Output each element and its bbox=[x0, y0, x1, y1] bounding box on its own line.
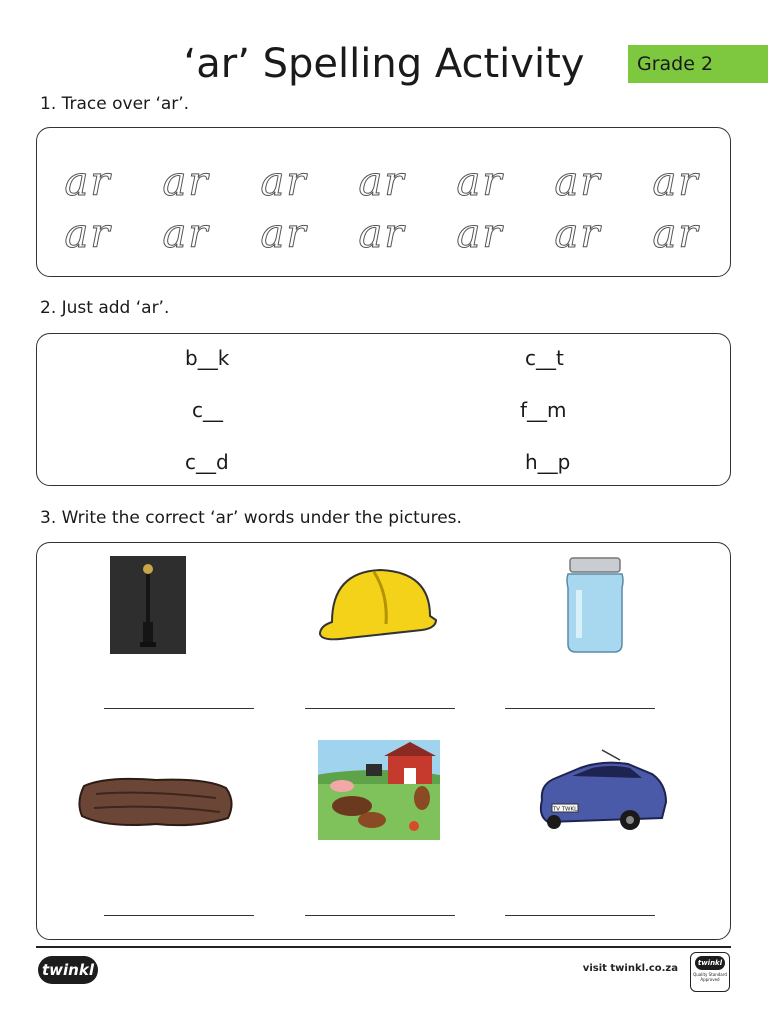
trace-ar: ar bbox=[162, 211, 210, 257]
trace-ar: ar bbox=[652, 211, 700, 257]
page-title: ‘ar’ Spelling Activity bbox=[183, 41, 585, 87]
word-blank: h__p bbox=[525, 450, 571, 474]
trace-ar: ar bbox=[456, 159, 504, 205]
fill-in-box bbox=[36, 333, 731, 486]
trace-ar: ar bbox=[554, 211, 602, 257]
trace-ar: ar bbox=[358, 159, 406, 205]
wooden-plank-image bbox=[76, 772, 236, 830]
trace-ar: ar bbox=[652, 159, 700, 205]
trace-row-1 bbox=[53, 159, 720, 205]
section-1-label: 1. Trace over ‘ar’. bbox=[40, 94, 190, 114]
word-blank: c__d bbox=[185, 450, 229, 474]
trace-ar: ar bbox=[64, 159, 112, 205]
visit-link[interactable]: visit twinkl.co.za bbox=[582, 963, 678, 974]
answer-line[interactable] bbox=[305, 708, 455, 709]
trace-box bbox=[36, 127, 731, 277]
trace-ar: ar bbox=[456, 211, 504, 257]
lamppost-image bbox=[110, 556, 186, 654]
trace-row-2 bbox=[53, 211, 720, 257]
trace-ar: ar bbox=[162, 159, 210, 205]
jar-image bbox=[560, 556, 630, 654]
twinkl-logo: twinkl bbox=[38, 956, 98, 984]
answer-line[interactable] bbox=[505, 708, 655, 709]
quality-badge bbox=[690, 952, 730, 992]
section-2-label: 2. Just add ‘ar’. bbox=[40, 298, 170, 318]
trace-ar: ar bbox=[358, 211, 406, 257]
word-blank: c__ bbox=[192, 398, 223, 422]
trace-ar: ar bbox=[260, 211, 308, 257]
badge-logo: twinkl bbox=[695, 956, 725, 970]
farm-image bbox=[318, 740, 440, 840]
car-image bbox=[532, 746, 672, 836]
word-blank: c__t bbox=[525, 346, 564, 370]
answer-line[interactable] bbox=[104, 915, 254, 916]
license-plate: TV TWKL bbox=[552, 806, 578, 813]
trace-ar: ar bbox=[554, 159, 602, 205]
section-3-label: 3. Write the correct ‘ar’ words under the pictures. bbox=[40, 508, 462, 528]
grade-badge: Grade 2 bbox=[628, 45, 768, 83]
trace-ar: ar bbox=[260, 159, 308, 205]
word-blank: f__m bbox=[520, 398, 567, 422]
answer-line[interactable] bbox=[505, 915, 655, 916]
answer-line[interactable] bbox=[104, 708, 254, 709]
hard-hat-image bbox=[318, 564, 438, 650]
trace-ar: ar bbox=[64, 211, 112, 257]
footer-divider bbox=[36, 946, 731, 948]
badge-text: Quality Standard Approved bbox=[693, 972, 727, 982]
answer-line[interactable] bbox=[305, 915, 455, 916]
word-blank: b__k bbox=[185, 346, 230, 370]
